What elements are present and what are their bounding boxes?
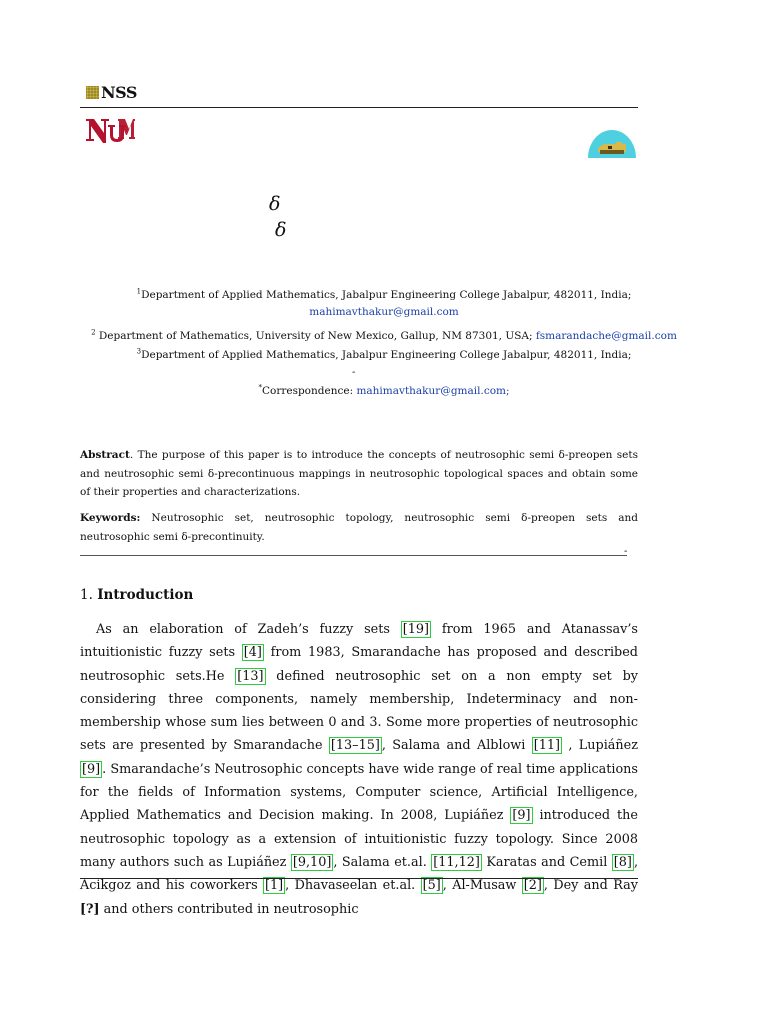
- intro-text: , Acikgoz and his coworkers: [80, 854, 639, 894]
- intro-text: , Dhavaseelan et.al.: [285, 878, 421, 894]
- intro-text: and others contributed in neutrosophic: [99, 901, 359, 917]
- title-symbol-2: δ: [275, 219, 287, 241]
- intro-text: As an elaboration of Zadeh’s fuzzy sets: [96, 622, 401, 637]
- citation-link[interactable]: [19]: [402, 622, 430, 637]
- affiliation-2-email[interactable]: fsmarandache@gmail.com: [535, 330, 677, 342]
- correspondence-email[interactable]: mahimavthakur@gmail.com;: [356, 385, 510, 397]
- university-building-icon: [588, 126, 636, 158]
- affiliation-1-text: Department of Applied Mathematics, Jabalpur Engineering College Jabalpur, 482011, India;: [141, 289, 632, 301]
- intro-text: defined neutrosophic set on a non empty set by considering three components, namely membership, Indeterminacy and non-membership whose sum lies between 0 and 3. Some more properties of neutrosophic sets are presented by Smarandache: [80, 668, 638, 754]
- intro-text: , Salama and Alblowi: [381, 738, 532, 754]
- citation-link[interactable]: [2]: [523, 878, 542, 894]
- keywords-text: Neutrosophic set, neutrosophic topology, neutrosophic semi δ-preopen sets and neutrosophic semi δ-precontinuity.: [80, 512, 638, 543]
- affiliation-3-sup: 3: [136, 347, 142, 356]
- intro-text: . Smarandache’s Neutrosophic concepts have wide range of real time applications for the fields of Information systems, Computer science, Artificial Intelligence, Applied Mathematics and Decision making. In 2008, Lupiáñez: [80, 761, 638, 824]
- affiliation-2-text: Department of Mathematics, University of New Mexico, Gallup, NM 87301, USA;: [95, 330, 536, 342]
- section-number: 1.: [80, 587, 93, 603]
- citation-link[interactable]: [5]: [422, 878, 441, 894]
- affiliation-2: [0, 329, 768, 343]
- citation-link[interactable]: [9,10]: [292, 854, 332, 870]
- citation-unresolved: [?]: [80, 901, 100, 917]
- affiliation-dash: -: [352, 367, 356, 378]
- citation-link[interactable]: [9]: [82, 761, 101, 777]
- intro-text: from 1983, Smarandache has proposed and described neutrosophic sets.He: [80, 645, 638, 684]
- abstract-label: Abstract: [80, 449, 130, 461]
- nss-journal-logo: [86, 83, 137, 102]
- citation-link[interactable]: [1]: [265, 878, 284, 894]
- title-symbol-1: δ: [269, 193, 281, 215]
- journal-abbrev: NSS: [101, 83, 137, 102]
- affiliation-1: [0, 288, 768, 302]
- section-title: Introduction: [97, 587, 194, 603]
- footer-rule: [80, 878, 638, 879]
- citation-link[interactable]: [11]: [533, 738, 560, 754]
- abstract-rule-mark: -: [624, 546, 628, 557]
- citation-link[interactable]: [9]: [512, 808, 531, 824]
- intro-text: , Dey and Ray: [543, 878, 639, 894]
- citation-link[interactable]: [4]: [243, 645, 262, 661]
- abstract-rule: [80, 555, 627, 556]
- intro-text: , Salama et.al.: [333, 854, 432, 870]
- keywords-label: Keywords:: [80, 512, 141, 524]
- affiliation-1-sup: 1: [136, 287, 142, 296]
- introduction-paragraph: [80, 618, 638, 921]
- intro-text: from 1965 and Atanassav’s intuitionistic fuzzy sets: [80, 622, 639, 661]
- nss-emblem-icon: [86, 86, 99, 99]
- intro-text: , Al-Musaw: [442, 878, 522, 894]
- keywords: [80, 509, 638, 546]
- intro-text: , Lupiáñez: [561, 738, 638, 754]
- affiliation-3: [0, 348, 768, 362]
- correspondence-label: Correspondence:: [261, 385, 357, 397]
- correspondence: [0, 384, 768, 398]
- affiliation-1-email[interactable]: mahimavthakur@gmail.com: [309, 306, 459, 318]
- citation-link[interactable]: [11,12]: [433, 854, 480, 870]
- correspondence-sup: *: [258, 383, 262, 392]
- intro-text: introduced the neutrosophic topology as a extension of intuitionistic fuzzy topology. Since 2008 many authors such as Lupiáñez: [80, 808, 638, 870]
- abstract: [80, 446, 638, 502]
- abstract-text: . The purpose of this paper is to introduce the concepts of neutrosophic semi δ-preopen sets and neutrosophic semi δ-precontinuous mappings in neutrosophic topological spaces and obtain some of their properties and characterizations.: [80, 449, 638, 498]
- citation-link[interactable]: [13]: [237, 668, 264, 684]
- affiliation-3-text: Department of Applied Mathematics, Jabalpur Engineering College Jabalpur, 482011, India;: [141, 349, 632, 361]
- section-heading: [80, 587, 193, 603]
- affiliation-2-sup: 2: [91, 328, 96, 337]
- unm-logo-icon: [84, 115, 136, 147]
- intro-text: Karatas and Cemil: [481, 854, 612, 870]
- citation-link[interactable]: [13–15]: [330, 738, 380, 754]
- header-rule: [80, 107, 638, 108]
- citation-link[interactable]: [8]: [613, 854, 632, 870]
